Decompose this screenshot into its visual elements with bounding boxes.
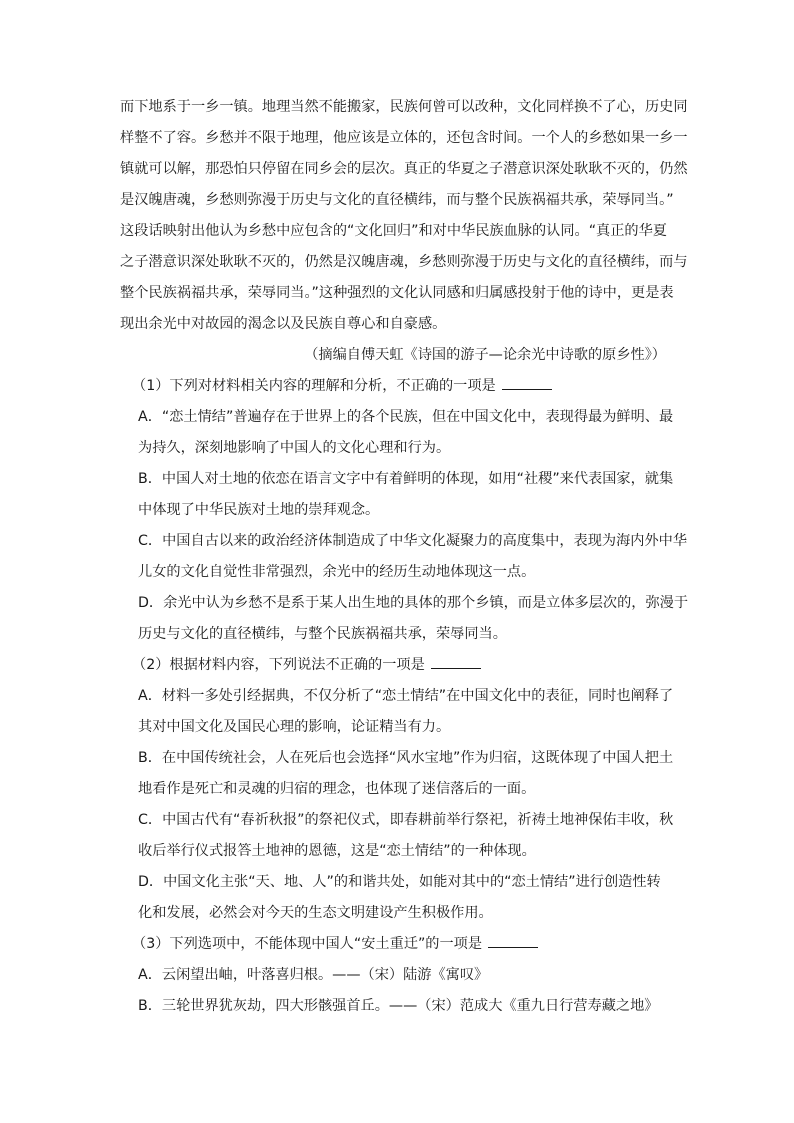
question-2 [118, 650, 674, 929]
option-d-cont: 历史与文化的直径横纬，与整个民族祸福共承，荣辱同当。 [138, 626, 507, 642]
option-c[interactable]: C．中国古代有“春祈秋报”的祭祀仪式，即春耕前举行祭祀，祈祷土地神保佑丰收，秋 [138, 812, 674, 828]
passage [118, 92, 688, 371]
passage-line: 样整不了容。乡愁并不限于地理，他应该是立体的，还包含时间。一个人的乡愁如果一乡一 [120, 130, 688, 146]
document-page [118, 92, 689, 1022]
passage-line: 整个民族祸福共承，荣辱同当。”这种强烈的文化认同感和归属感投射于他的诗中，更是表 [120, 285, 674, 301]
option-d[interactable]: D．中国文化主张“天、地、人”的和谐共处，如能对其中的“恋土情结”进行创造性转 [138, 874, 661, 890]
passage-line: 现出余光中对故园的渴念以及民族自尊心和自豪感。 [120, 316, 447, 332]
option-d[interactable]: D．余光中认为乡愁不是系于某人出生地的具体的那个乡镇，而是立体多层次的，弥漫于 [138, 595, 689, 611]
option-b[interactable]: B．在中国传统社会，人在死后也会选择“风水宝地”作为归宿，这既体现了中国人把土 [138, 750, 674, 766]
option-a-cont: 为持久，深刻地影响了中国人的文化心理和行为。 [138, 440, 451, 456]
question-1 [118, 371, 689, 650]
answer-blank[interactable] [502, 375, 552, 390]
option-b[interactable]: B．三轮世界犹灰劫，四大形骸强首丘。——（宋）范成大《重九日行营寿藏之地》 [138, 998, 659, 1014]
passage-line: 镇就可以解，那恐怕只停留在同乡会的层次。真正的华夏之子潜意识深处耿耿不灭的，仍然 [120, 161, 688, 177]
question-stem [118, 371, 674, 402]
option-c-cont: 收后举行仪式报答土地神的恩德，这是“恋土情结”的一种体现。 [138, 843, 536, 859]
option-a[interactable]: A．材料一多处引经据典，不仅分析了“恋土情结”在中国文化中的表征，同时也阐释了 [138, 688, 674, 704]
question-stem-text: （3）下列选项中，不能体现中国人“安土重迁”的一项是 [132, 936, 483, 952]
passage-line: 是汉魄唐魂，乡愁则弥漫于历史与文化的直径横纬，而与整个民族祸福共承，荣辱同当。” [120, 192, 674, 208]
question-stem-text: （1）下列对材料相关内容的理解和分析，不正确的一项是 [132, 378, 496, 394]
option-c[interactable]: C．中国自古以来的政治经济体制造成了中华文化凝聚力的高度集中，表现为海内外中华 [138, 533, 688, 549]
passage-line: 这段话映射出他认为乡愁中应包含的“文化回归”和对中华民族血脉的认同。“真正的华夏 [120, 223, 667, 239]
question-stem-text: （2）根据材料内容，下列说法不正确的一项是 [132, 657, 425, 673]
answer-blank[interactable] [488, 933, 538, 948]
option-a[interactable]: A．“恋土情结”普遍存在于世界上的各个民族，但在中国文化中，表现得最为鲜明、最 [138, 409, 674, 425]
option-c-cont: 儿女的文化自觉性非常强烈，余光中的经历生动地体现这一点。 [138, 564, 536, 580]
passage-line: 之子潜意识深处耿耿不灭的，仍然是汉魄唐魂，乡愁则弥漫于历史与文化的直径横纬，而与 [120, 254, 688, 270]
option-b-cont: 中体现了中华民族对土地的崇拜观念。 [138, 502, 380, 518]
option-b[interactable]: B．中国人对土地的依恋在语言文字中有着鲜明的体现，如用“社稷”来代表国家，就集 [138, 471, 674, 487]
question-stem [118, 650, 674, 681]
passage-line: 而下地系于一乡一镇。地理当然不能搬家，民族何曾可以改种，文化同样换不了心，历史同 [120, 99, 688, 115]
question-3 [118, 929, 674, 1022]
answer-blank[interactable] [431, 654, 481, 669]
option-a[interactable]: A．云闲望出岫，叶落喜归根。——（宋）陆游《寓叹》 [138, 967, 489, 983]
question-stem [118, 929, 674, 960]
option-a-cont: 其对中国文化及国民心理的影响，论证精当有力。 [138, 719, 451, 735]
option-d-cont: 化和发展，必然会对今天的生态文明建设产生积极作用。 [138, 905, 493, 921]
passage-citation: （摘编自傅天虹《诗国的游子—论余光中诗歌的原乡性》） [304, 347, 666, 363]
option-b-cont: 地看作是死亡和灵魂的归宿的理念，也体现了迷信落后的一面。 [138, 781, 536, 797]
